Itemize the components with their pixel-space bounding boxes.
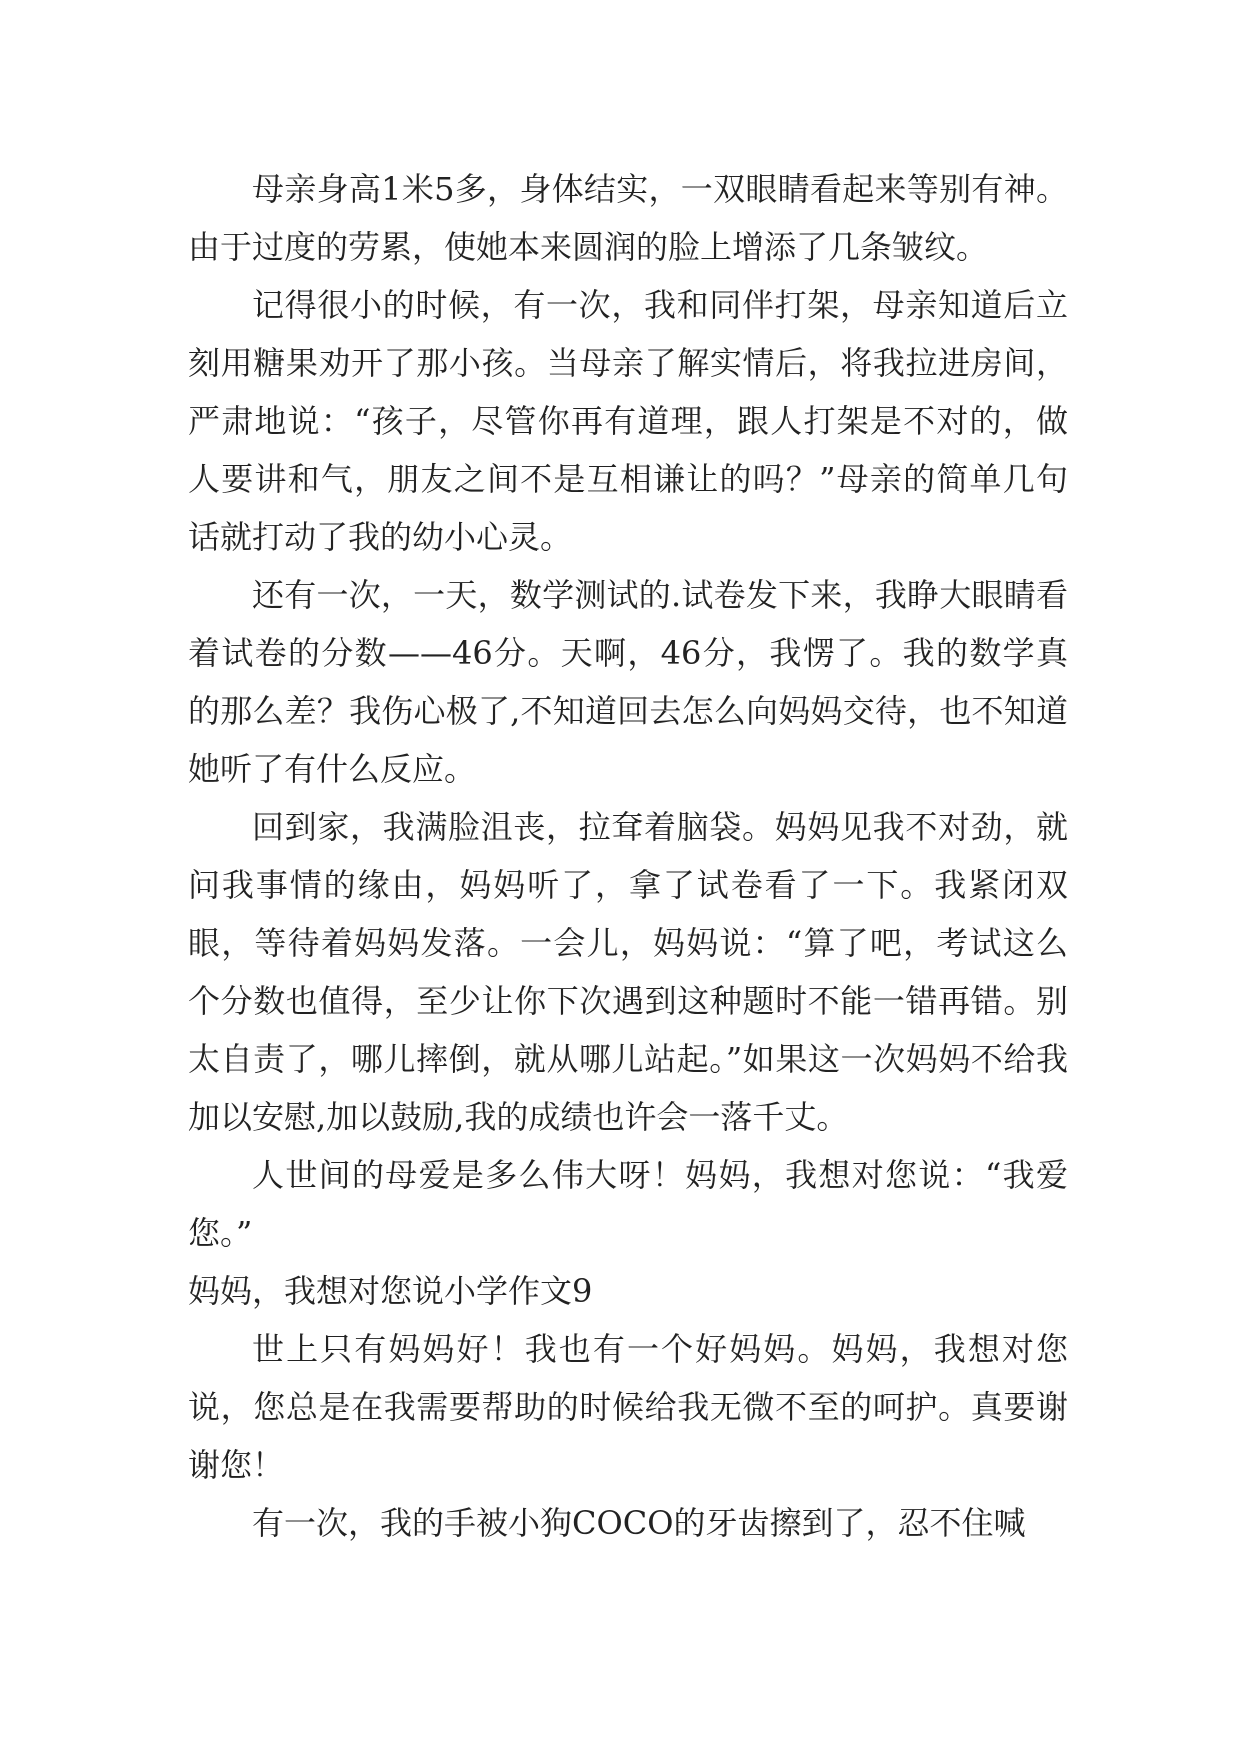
- document-body: [188, 160, 1068, 1552]
- paragraph-coming-home: 回到家，我满脸沮丧，拉耷着脑袋。妈妈见我不对劲，就问我事情的缘由，妈妈听了，拿了试卷看了一下。我紧闭双眼，等待着妈妈发落。一会儿，妈妈说：“算了吧，考试这么个分数也值得，至少让你下次遇到这种题时不能一错再错。别太自责了，哪儿摔倒，就从哪儿站起。”如果这一次妈妈不给我加以安慰,加以鼓励,我的成绩也许会一落千丈。: [188, 808, 1068, 1136]
- paragraph-good-mother: 世上只有妈妈好！我也有一个好妈妈。妈妈，我想对您说，您总是在我需要帮助的时候给我无微不至的呵护。真要谢谢您！: [188, 1330, 1068, 1484]
- paragraph-mother-appearance: 母亲身高1米5多，身体结实，一双眼睛看起来等别有神。由于过度的劳累，使她本来圆润的脸上增添了几条皱纹。: [188, 170, 1068, 266]
- paragraph-math-test: 还有一次，一天，数学测试的.试卷发下来，我睁大眼睛看着试卷的分数——46分。天啊，46分，我愣了。我的数学真的那么差？我伤心极了,不知道回去怎么向妈妈交待，也不知道她听了有什么反应。: [188, 576, 1068, 788]
- paragraph-fight-memory: 记得很小的时候，有一次，我和同伴打架，母亲知道后立刻用糖果劝开了那小孩。当母亲了解实情后，将我拉进房间，严肃地说：“孩子，尽管你再有道理，跟人打架是不对的，做人要讲和气，朋友之间不是互相谦让的吗？”母亲的简单几句话就打动了我的幼小心灵。: [188, 286, 1068, 556]
- paragraph-mother-love: 人世间的母爱是多么伟大呀！妈妈，我想对您说：“我爱您。”: [188, 1156, 1068, 1252]
- paragraph-dog-coco: 有一次，我的手被小狗COCO的牙齿擦到了，忍不住喊: [252, 1504, 1026, 1542]
- essay-heading: 妈妈，我想对您说小学作文9: [188, 1272, 593, 1310]
